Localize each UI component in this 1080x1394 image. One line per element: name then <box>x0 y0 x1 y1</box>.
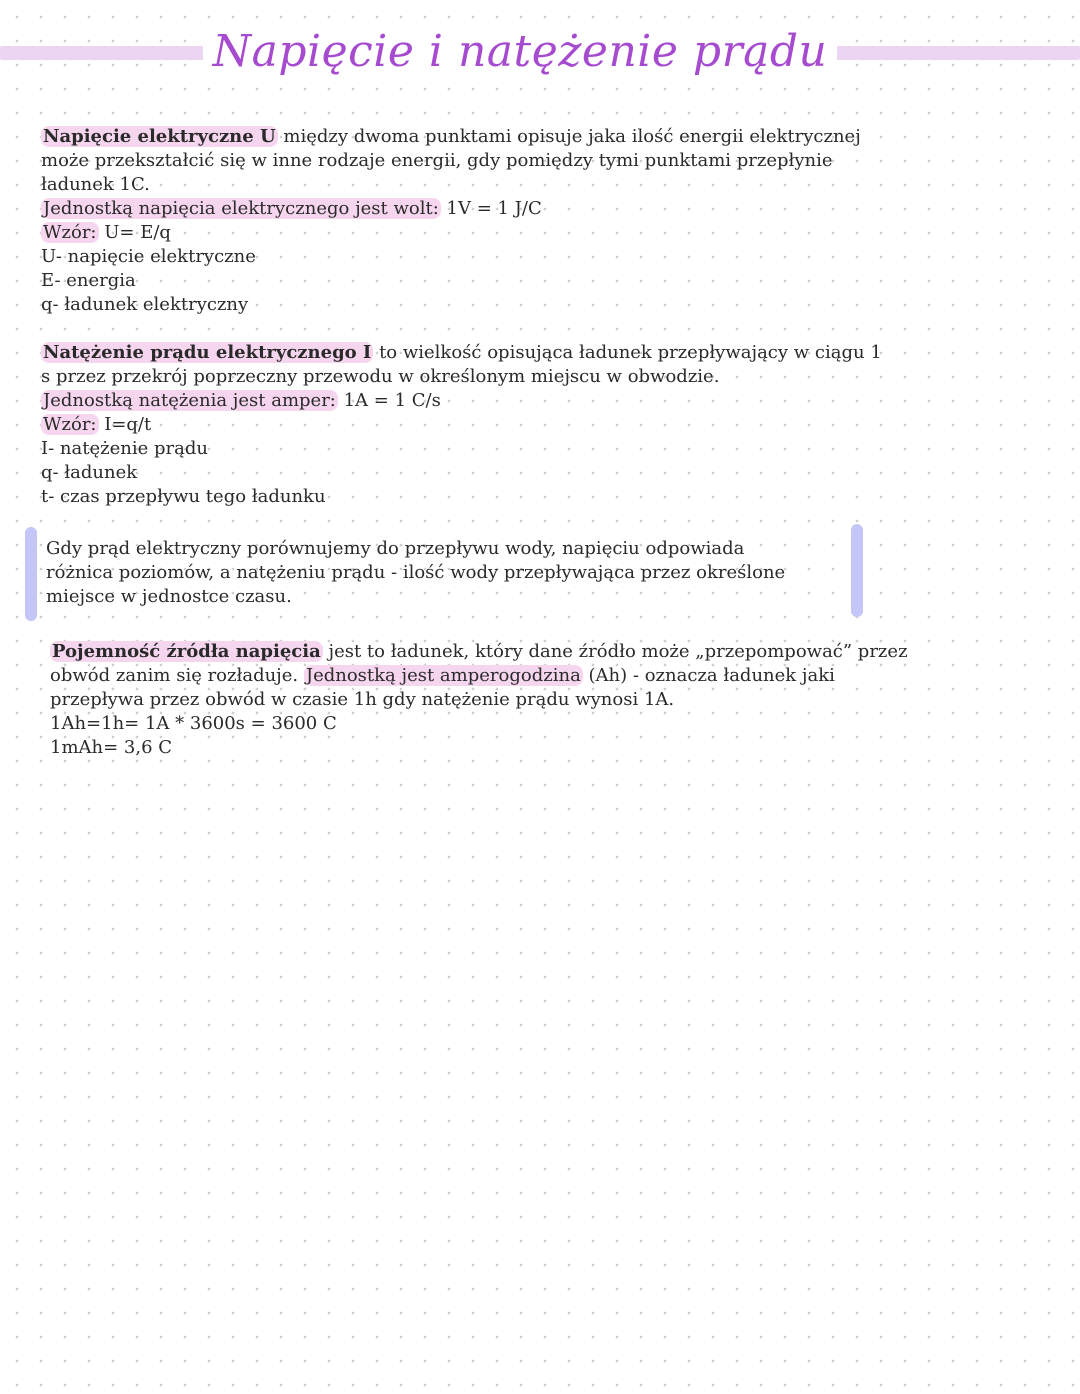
analogy-line-2: różnica poziomów, a natężeniu prądu - ilość wody przepływająca przez określone <box>46 562 786 583</box>
analogy-line-1: Gdy prąd elektryczny porównujemy do przepływu wody, napięciu odpowiada <box>46 538 745 559</box>
page-title <box>0 22 1040 82</box>
voltage-formula: Wzór: U= E/q <box>43 222 171 243</box>
voltage-unit-label: Jednostką napięcia elektrycznego jest wolt: <box>43 198 439 219</box>
current-formula: Wzór: I=q/t <box>43 414 152 435</box>
current-section <box>41 341 882 509</box>
current-formula-label: Wzór: <box>43 414 97 435</box>
voltage-variable-q: q- ładunek elektryczny <box>41 294 249 315</box>
voltage-section <box>41 125 861 317</box>
capacity-equation-mah: 1mAh= 3,6 C <box>50 737 173 758</box>
voltage-formula-label: Wzór: <box>43 222 97 243</box>
current-variable-i: I- natężenie prądu <box>41 438 208 459</box>
capacity-definition-line-2: obwód zanim się rozładuje. Jednostką jest amperogodzina (Ah) - oznacza ładunek jaki <box>50 665 835 686</box>
current-variable-q: q- ładunek <box>41 462 138 483</box>
analogy-line-3: miejsce w jednostce czasu. <box>46 586 292 607</box>
current-unit-label: Jednostką natężenia jest amper: <box>43 390 336 411</box>
voltage-definition-line-3: ładunek 1C. <box>41 174 150 195</box>
capacity-equation-ah: 1Ah=1h= 1A * 3600s = 3600 C <box>50 713 337 734</box>
capacity-definition-line-3: przepływa przez obwód w czasie 1h gdy natężenie prądu wynosi 1A. <box>50 689 675 710</box>
current-unit: Jednostką natężenia jest amper: 1A = 1 C/s <box>43 390 441 411</box>
current-definition-line-2: s przez przekrój poprzeczny przewodu w określonym miejscu w obwodzie. <box>41 366 720 387</box>
quote-bar-left <box>25 527 37 621</box>
voltage-definition-line-2: może przekształcić się w inne rodzaje energii, gdy pomiędzy tymi punktami przepłynie <box>41 150 833 171</box>
capacity-term: Pojemność źródła napięcia <box>52 641 321 662</box>
capacity-unit-highlight: Jednostką jest amperogodzina <box>305 665 581 686</box>
voltage-definition-line-1: Napięcie elektryczne U między dwoma punktami opisuje jaka ilość energii elektrycznej <box>43 126 861 147</box>
capacity-definition-line-1: Pojemność źródła napięcia jest to ładunek, który dane źródło może „przepompować” przez <box>52 641 908 662</box>
current-variable-t: t- czas przepływu tego ładunku <box>41 486 326 507</box>
quote-bar-right <box>851 524 863 617</box>
water-analogy-note <box>46 537 785 609</box>
voltage-variable-e: E- energia <box>41 270 136 291</box>
voltage-variable-u: U- napięcie elektryczne <box>41 246 256 267</box>
voltage-term: Napięcie elektryczne U <box>43 126 276 147</box>
page-title-text: Napięcie i natężenie prądu <box>203 26 838 77</box>
current-term: Natężenie prądu elektrycznego I <box>43 342 372 363</box>
current-definition-line-1: Natężenie prądu elektrycznego I to wielkość opisująca ładunek przepływający w ciągu 1 <box>43 342 882 363</box>
voltage-unit: Jednostką napięcia elektrycznego jest wolt: 1V = 1 J/C <box>43 198 542 219</box>
capacity-section <box>50 640 908 760</box>
